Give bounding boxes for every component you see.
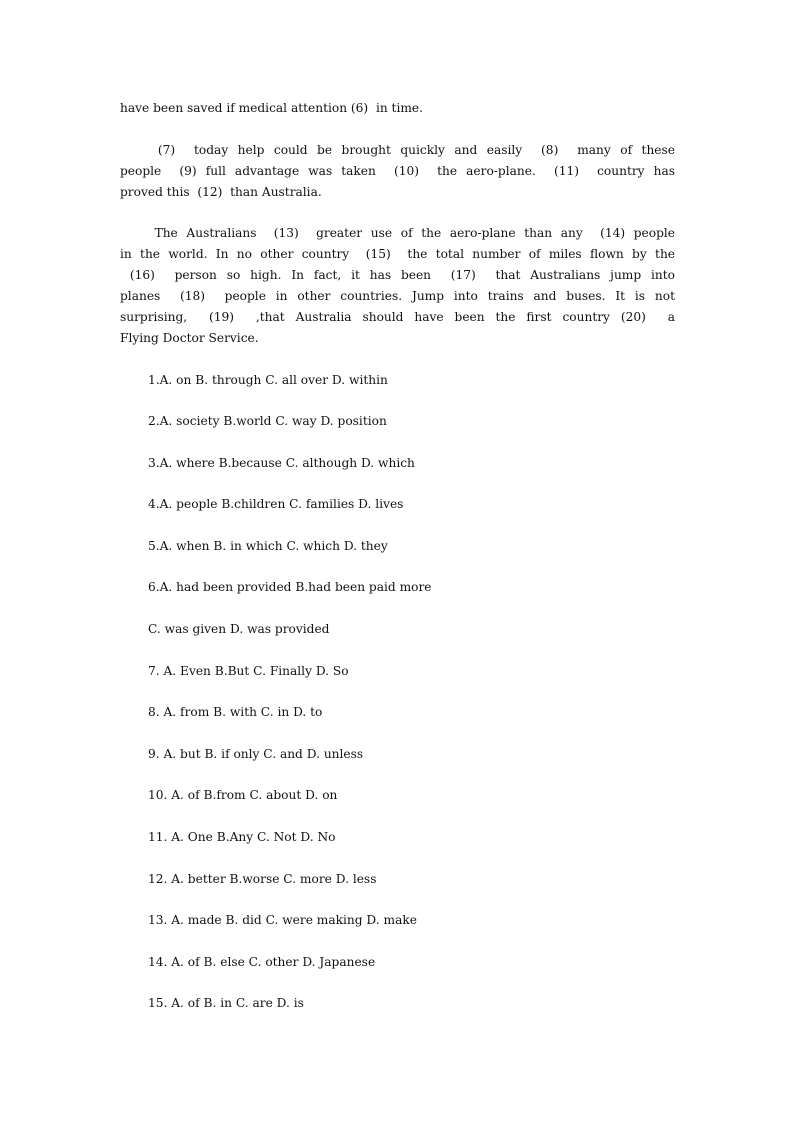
option-line: 2.A. society B.world C. way D. position <box>148 414 387 429</box>
text-line: in the world. In no other country (15) the total number of miles flown by the <box>120 247 675 261</box>
text-line: The Australians (13) greater use of the aero-plane than any (14) people <box>120 226 675 240</box>
option-line: 5.A. when B. in which C. which D. they <box>148 538 388 553</box>
text-line: (16) person so high. In fact, it has been (17) that Australians jump into <box>120 268 675 282</box>
option-line: 1.A. on B. through C. all over D. within <box>148 372 388 387</box>
option-line: 4.A. people B.children C. families D. lives <box>148 497 404 512</box>
option-line: 7. A. Even B.But C. Finally D. So <box>148 663 349 678</box>
option-line: 8. A. from B. with C. in D. to <box>148 705 323 720</box>
option-line: 14. A. of B. else C. other D. Japanese <box>148 954 376 969</box>
option-line: 11. A. One B.Any C. Not D. No <box>148 830 336 845</box>
document-page <box>120 98 675 1035</box>
text-line: surprising, (19) ,that Australia should have been the first country (20) a <box>120 310 675 324</box>
option-line: 3.A. where B.because C. although D. which <box>148 455 415 470</box>
text-line: planes (18) people in other countries. Jump into trains and buses. It is not <box>120 289 675 303</box>
text-line: people (9) full advantage was taken (10) the aero-plane. (11) country has <box>120 163 675 178</box>
paragraph-3 <box>120 223 675 349</box>
option-line: C. was given D. was provided <box>148 622 330 637</box>
option-line: 10. A. of B.from C. about D. on <box>148 788 338 803</box>
text-line: Flying Doctor Service. <box>120 331 259 345</box>
option-line: 12. A. better B.worse C. more D. less <box>148 871 377 886</box>
option-line: 13. A. made B. did C. were making D. make <box>148 913 417 928</box>
text-line: (7) today help could be brought quickly and easily (8) many of these <box>120 142 675 157</box>
paragraph-2 <box>120 140 675 203</box>
option-line: 9. A. but B. if only C. and D. unless <box>148 746 364 761</box>
option-line: 15. A. of B. in C. are D. is <box>148 996 304 1011</box>
text-line: proved this (12) than Australia. <box>120 184 322 199</box>
answer-options <box>120 370 675 1015</box>
option-line: 6.A. had been provided B.had been paid more <box>148 580 432 595</box>
paragraph-1 <box>120 98 675 119</box>
text-line: have been saved if medical attention (6) in time. <box>120 101 423 115</box>
